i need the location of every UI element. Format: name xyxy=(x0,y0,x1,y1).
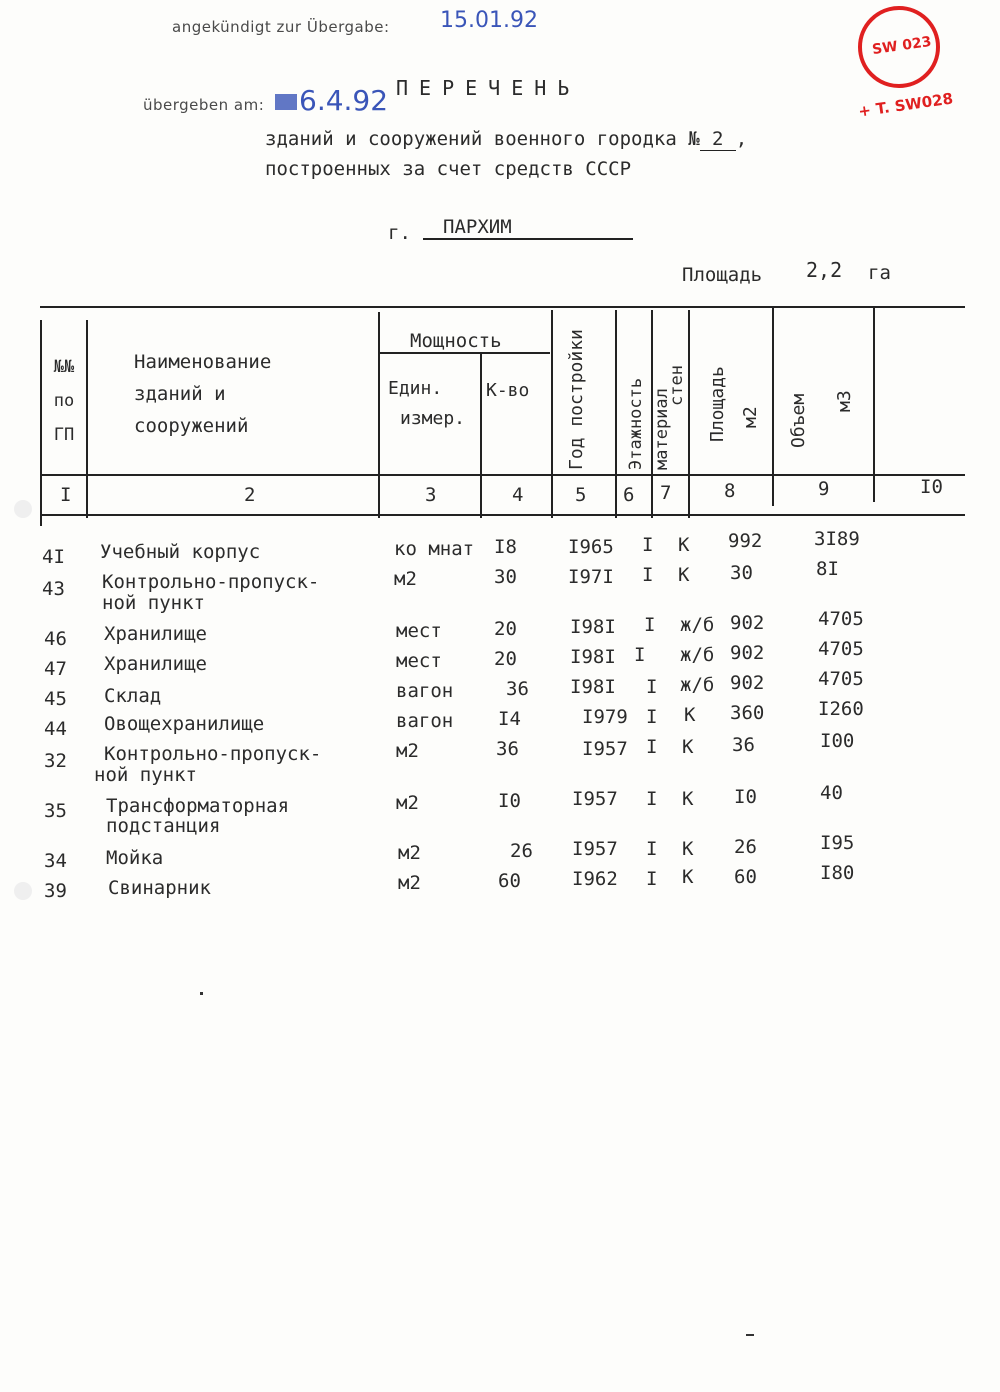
column-number: 5 xyxy=(575,484,587,506)
row-volume: 8I xyxy=(816,558,839,580)
row-unit: мест xyxy=(396,620,442,642)
row-area: 902 xyxy=(730,672,765,694)
row-year: I957 xyxy=(572,838,618,860)
row-unit: м2 xyxy=(398,872,421,894)
row-num: 39 xyxy=(44,880,67,902)
row-area: 902 xyxy=(730,612,765,634)
col-border-5 xyxy=(615,310,617,518)
row-area: 902 xyxy=(730,642,765,664)
punch-hole xyxy=(14,882,32,900)
row-floors: I xyxy=(646,676,658,698)
column-number: 9 xyxy=(818,478,830,500)
row-volume: 4705 xyxy=(818,608,864,630)
row-volume: 3I89 xyxy=(814,528,860,550)
row-name: Учебный корпус xyxy=(100,541,261,563)
row-name: Овощехранилище xyxy=(104,713,265,735)
handed-label: übergeben am: xyxy=(143,96,265,114)
area-label: Площадь xyxy=(682,264,763,286)
col-border-7 xyxy=(688,310,690,518)
row-name: Хранилище xyxy=(104,653,207,675)
document-title: ПЕРЕЧЕНЬ xyxy=(396,76,581,100)
row-volume: 4705 xyxy=(818,638,864,660)
row-qty: 36 xyxy=(506,678,529,700)
row-floors: I xyxy=(646,838,658,860)
column-number: I0 xyxy=(920,476,943,498)
column-number: 4 xyxy=(512,484,524,506)
row-area: I0 xyxy=(734,786,757,808)
row-area: 36 xyxy=(732,734,755,756)
row-name: Контрольно-пропуск- xyxy=(104,743,322,765)
row-volume: I00 xyxy=(820,730,855,752)
row-unit: мест xyxy=(396,650,442,672)
subtitle-line-2: построенных за счет средств СССР xyxy=(265,158,632,180)
row-year: I965 xyxy=(568,536,614,558)
header-qty: К-во xyxy=(486,380,530,401)
row-name: подстанция xyxy=(106,815,221,837)
row-unit: м2 xyxy=(396,740,419,762)
header-area-1: Площадь xyxy=(707,366,728,442)
row-year: I98I xyxy=(570,616,616,638)
row-year: I97I xyxy=(568,566,614,588)
handed-date xyxy=(275,84,388,117)
row-year: I957 xyxy=(582,738,628,760)
row-wall: ж/б xyxy=(680,644,715,666)
row-unit: вагон xyxy=(396,710,454,732)
row-qty: 30 xyxy=(494,566,517,588)
archive-note: + T. SW028 xyxy=(857,89,955,121)
scan-speck xyxy=(200,992,203,995)
subtitle-line-1 xyxy=(265,128,747,151)
row-name: Контрольно-пропуск- xyxy=(102,571,320,593)
row-area: 26 xyxy=(734,836,757,858)
header-wall-2: стен xyxy=(667,365,687,406)
row-unit: м2 xyxy=(398,842,421,864)
row-wall: К xyxy=(678,534,690,556)
header-area-2: м2 xyxy=(740,406,761,428)
row-year: I98I xyxy=(570,646,616,668)
row-volume: 40 xyxy=(820,782,843,804)
row-qty: I4 xyxy=(498,708,521,730)
row-name: Хранилище xyxy=(104,623,207,645)
col-border-3 xyxy=(480,354,482,518)
header-name xyxy=(134,346,271,442)
row-name: ной пункт xyxy=(102,592,205,614)
row-qty: 36 xyxy=(496,738,519,760)
col-border-1 xyxy=(86,320,88,518)
header-name-line: сооружений xyxy=(134,415,249,437)
city-name: ПАРХИМ xyxy=(423,216,633,240)
header-bottom-border xyxy=(40,474,965,476)
city-prefix: г. xyxy=(388,222,411,244)
announced-date: 15.01.92 xyxy=(440,8,538,33)
row-year: I98I xyxy=(570,676,616,698)
subtitle-suffix: , xyxy=(735,128,748,150)
header-capacity: Мощность xyxy=(410,330,502,352)
archive-stamp-text: SW 023 xyxy=(871,33,933,59)
column-number: 7 xyxy=(660,482,672,504)
row-area: 992 xyxy=(728,530,763,552)
row-unit: м2 xyxy=(396,792,419,814)
header-num-line: по xyxy=(53,391,75,411)
row-num: 43 xyxy=(42,578,65,600)
row-year: I979 xyxy=(582,706,628,728)
col-border-2 xyxy=(378,312,380,518)
row-num: 35 xyxy=(44,800,67,822)
col-border-8 xyxy=(772,306,774,506)
header-num xyxy=(46,350,82,452)
row-floors: I xyxy=(646,868,658,890)
header-name-line: зданий и xyxy=(134,383,226,405)
row-num: 44 xyxy=(44,718,67,740)
header-volume-1: Объем xyxy=(788,393,809,448)
row-num: 34 xyxy=(44,850,67,872)
row-name: Свинарник xyxy=(108,877,211,899)
header-volume-2: м3 xyxy=(834,390,855,412)
row-num: 45 xyxy=(44,688,67,710)
row-floors: I xyxy=(642,564,654,586)
row-qty: 60 xyxy=(498,870,521,892)
row-year: I957 xyxy=(572,788,618,810)
column-number-bottom-border xyxy=(40,514,965,516)
row-qty: I8 xyxy=(494,536,517,558)
row-num: 32 xyxy=(44,750,67,772)
row-floors: I xyxy=(646,788,658,810)
header-unit xyxy=(388,374,465,434)
garrison-number: 2 xyxy=(700,128,736,151)
row-qty: 20 xyxy=(494,648,517,670)
row-floors: I xyxy=(642,534,654,556)
row-num: 47 xyxy=(44,658,67,680)
scan-speck xyxy=(746,1334,754,1336)
col-border-4 xyxy=(551,310,553,518)
row-unit: ко мнат xyxy=(394,538,475,560)
header-unit-line: Един. xyxy=(388,378,443,399)
row-volume: I80 xyxy=(820,862,855,884)
header-year: Год постройки xyxy=(566,329,587,470)
area-value: 2,2 xyxy=(806,258,843,282)
announced-label: angekündigt zur Übergabe: xyxy=(172,18,390,36)
row-name: ной пункт xyxy=(94,764,197,786)
row-wall: К xyxy=(682,838,694,860)
col-border-0 xyxy=(40,320,42,526)
row-year: I962 xyxy=(572,868,618,890)
capacity-divider xyxy=(380,352,550,354)
row-name: Трансформаторная xyxy=(106,795,290,817)
row-floors: I xyxy=(644,614,656,636)
row-name: Склад xyxy=(104,685,162,707)
column-number: I xyxy=(60,484,72,506)
row-wall: К xyxy=(682,866,694,888)
column-number: 8 xyxy=(724,480,736,502)
row-wall: К xyxy=(684,704,696,726)
punch-hole xyxy=(14,500,32,518)
row-qty: I0 xyxy=(498,790,521,812)
subtitle-prefix: зданий и сооружений военного городка № xyxy=(265,128,700,150)
row-name: Мойка xyxy=(106,847,164,869)
row-qty: 20 xyxy=(494,618,517,640)
row-wall: ж/б xyxy=(680,614,715,636)
row-unit: м2 xyxy=(394,568,417,590)
row-qty: 26 xyxy=(510,840,533,862)
row-floors: I xyxy=(634,644,646,666)
scribble-mark xyxy=(275,94,297,110)
header-wall-1: материал xyxy=(652,388,672,470)
row-volume: 4705 xyxy=(818,668,864,690)
row-area: 60 xyxy=(734,866,757,888)
handed-date-text: 6.4.92 xyxy=(299,84,389,117)
header-num-line: №№ xyxy=(53,357,75,377)
table-top-border xyxy=(40,306,965,308)
row-floors: I xyxy=(646,736,658,758)
row-wall: К xyxy=(682,736,694,758)
row-volume: I260 xyxy=(818,698,864,720)
row-area: 360 xyxy=(730,702,765,724)
col-border-9 xyxy=(873,306,875,502)
row-wall: ж/б xyxy=(680,674,715,696)
header-name-line: Наименование xyxy=(134,351,272,373)
row-num: 46 xyxy=(44,628,67,650)
header-unit-line: измер. xyxy=(400,408,466,429)
column-number: 6 xyxy=(623,484,635,506)
row-wall: К xyxy=(682,788,694,810)
row-volume: I95 xyxy=(820,832,855,854)
row-num: 4I xyxy=(42,546,65,568)
row-unit: вагон xyxy=(396,680,454,702)
column-number: 2 xyxy=(244,484,256,506)
row-wall: К xyxy=(678,564,690,586)
header-floors: Этажность xyxy=(626,377,646,470)
row-floors: I xyxy=(646,706,658,728)
area-unit: га xyxy=(868,262,891,284)
row-area: 30 xyxy=(730,562,753,584)
header-num-line: ГП xyxy=(53,425,75,445)
column-number: 3 xyxy=(425,484,437,506)
